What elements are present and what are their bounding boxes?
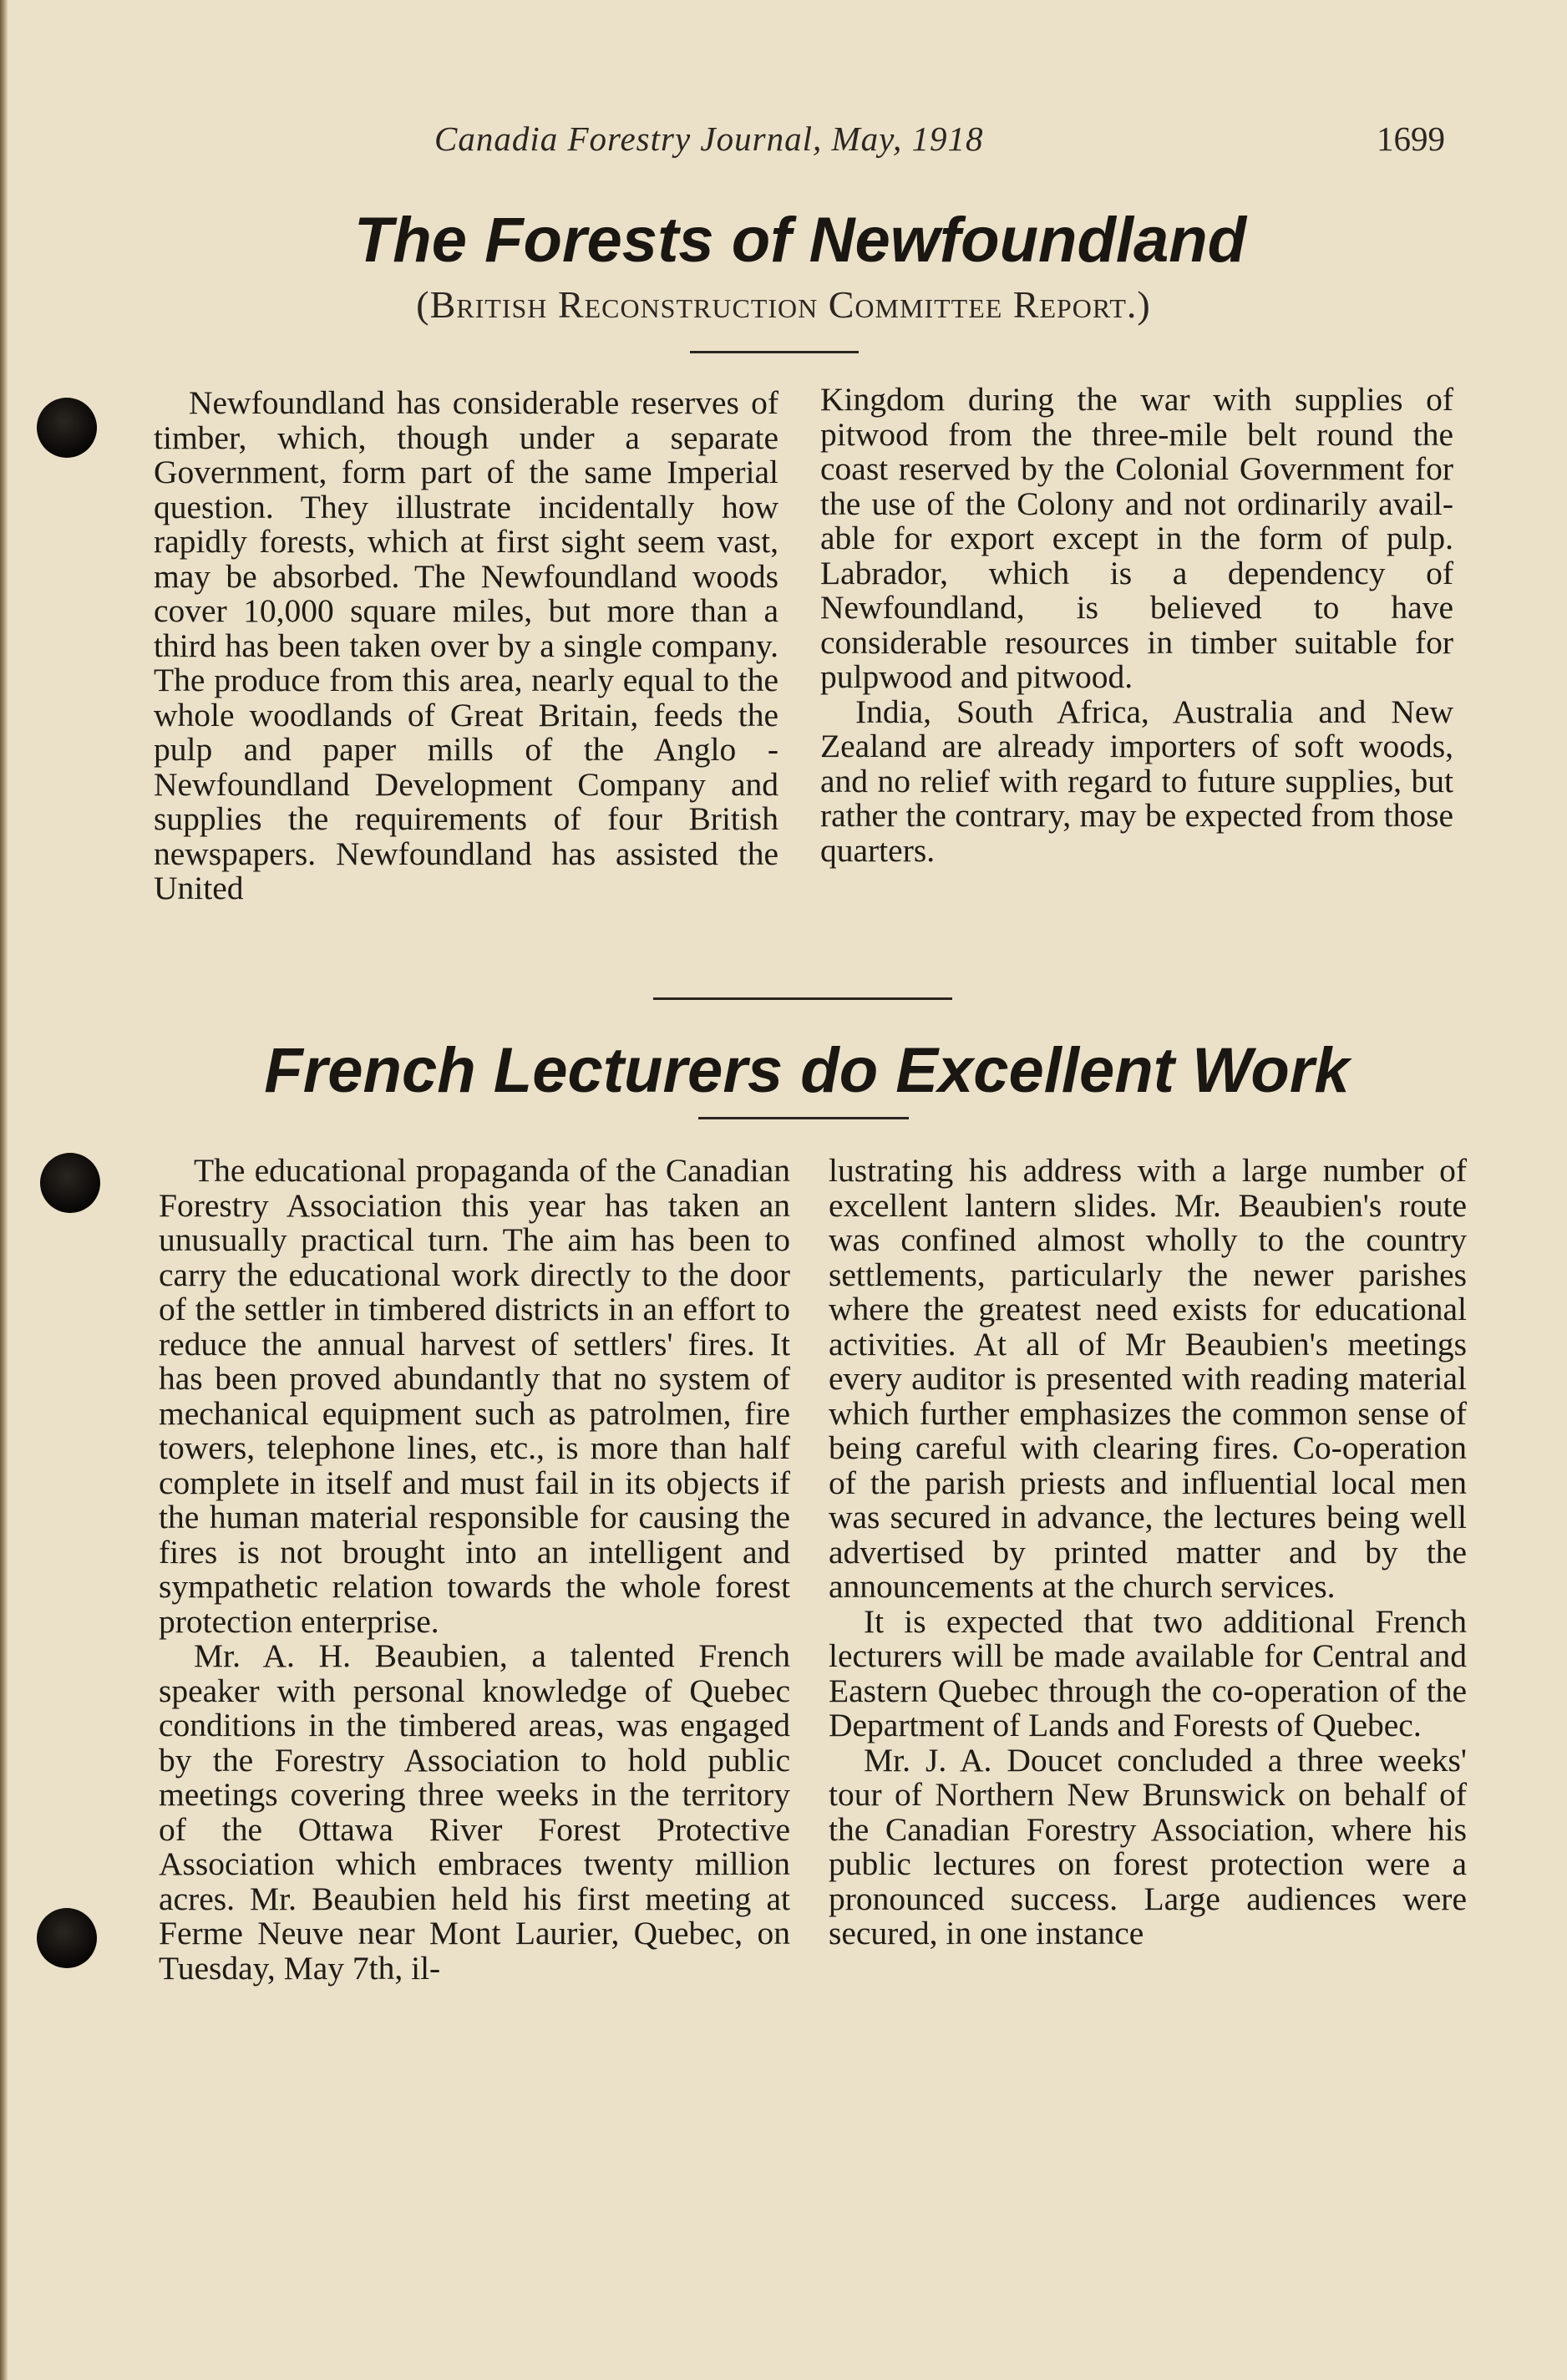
section-divider [653,997,952,1000]
article1-column-right [820,383,1453,868]
article-title: French Lecturers do Excellent Work [264,1035,1350,1106]
punch-hole-icon [37,1908,97,1968]
page-number: 1699 [1377,119,1445,158]
punch-hole-icon [40,1153,100,1213]
page-binding-edge [0,0,8,2380]
article-subtitle: (British Reconstruction Committee Report.) [416,283,1151,326]
paragraph-continued: Kingdom during the war with supplies of pitwood from the three-mile belt round the coast reserved by the Colonial Government for the use of the Colony and not ordinarily available for export except in the form of pulp. Labrador, which is a dependency of Newfoundland, is believed to have considerable resources in timber suitable for pulpwood and pitwood. [820,381,1453,695]
article1-column-left [154,386,778,906]
paragraph: India, South Africa, Australia and New Zealand are already importers of soft woods, and no relief with regard to future supplies, but rather the contrary, may be expected from those quarters. [820,693,1453,869]
article-title: The Forests of Newfoundland [353,205,1247,276]
paragraph: The educational propaganda of the Canadian Forestry Association this year has taken an unusually practical turn. The aim has been to carry the educational work directly to the door of the settler in timbered districts in an effort to reduce the annual harvest of settlers' fires. It has been proved abundantly that no system of mechanical equipment such as patrolmen, fire towers, telephone lines, etc., is more than half complete in itself and must fail in its objects if the human material responsible for causing the fires is not brought into an intelligent and sympathetic relation towards the whole forest protection enterprise. [159,1152,790,1640]
paragraph: It is expected that two additional French lecturers will be made available for Central and Eastern Quebec through the co-operation of the Department of Lands and Forests of Quebec. [829,1602,1467,1743]
punch-hole-icon [37,398,97,458]
paragraph: Mr. J. A. Doucet concluded a three weeks' tour of Northern New Brunswick on behalf of the Canadian Forestry Association, where his public lectures on forest protection were a pronounced success. Large audiences were secured, in one instance [829,1741,1467,1951]
title-rule [690,351,859,353]
paragraph: Mr. A. H. Beaubien, a talented French speaker with personal knowledge of Quebec conditions in the timbered areas, was engaged by the Forestry Association to hold public meetings covering three weeks in the territory of the Ottawa River Forest Protective Association which embraces twenty million acres. Mr. Beaubien held his first meeting at Ferme Neuve near Mont Laurier, Quebec, on Tuesday, May 7th, il- [159,1637,790,1987]
paragraph: Newfoundland has considerable reserves of timber, which, though under a separate Government, form part of the same Imperial question. They illustrate incidentally how rapidly forests, which at first sight seem vast, may be absorbed. The Newfoundland woods cover 10,000 square miles, but more than a third has been taken over by a single company. The produce from this area, nearly equal to the whole woodlands of Great Britain, feeds the pulp and paper mills of the Anglo - Newfoundland Development Company and supplies the requirements of four British newspapers. Newfoundland has assisted the United [154,384,778,906]
article2-column-right [829,1154,1467,1951]
title-rule [698,1117,909,1119]
article2-column-left [159,1154,790,1986]
running-header: Canadia Forestry Journal, May, 1918 [434,119,984,158]
paragraph-continued: lustrating his address with a large number of excellent lantern slides. Mr. Beaubien's route was confined almost wholly to the country settlements, particularly the newer parishes where the greatest need exists for educational activities. At all of Mr Beaubien's meetings every auditor is presented with reading material which further emphasizes the common sense of being careful with clearing fires. Co-operation of the parish priests and influential local men was secured in advance, the lectures being well advertised by printed matter and by the announcements at the church services. [829,1152,1467,1605]
